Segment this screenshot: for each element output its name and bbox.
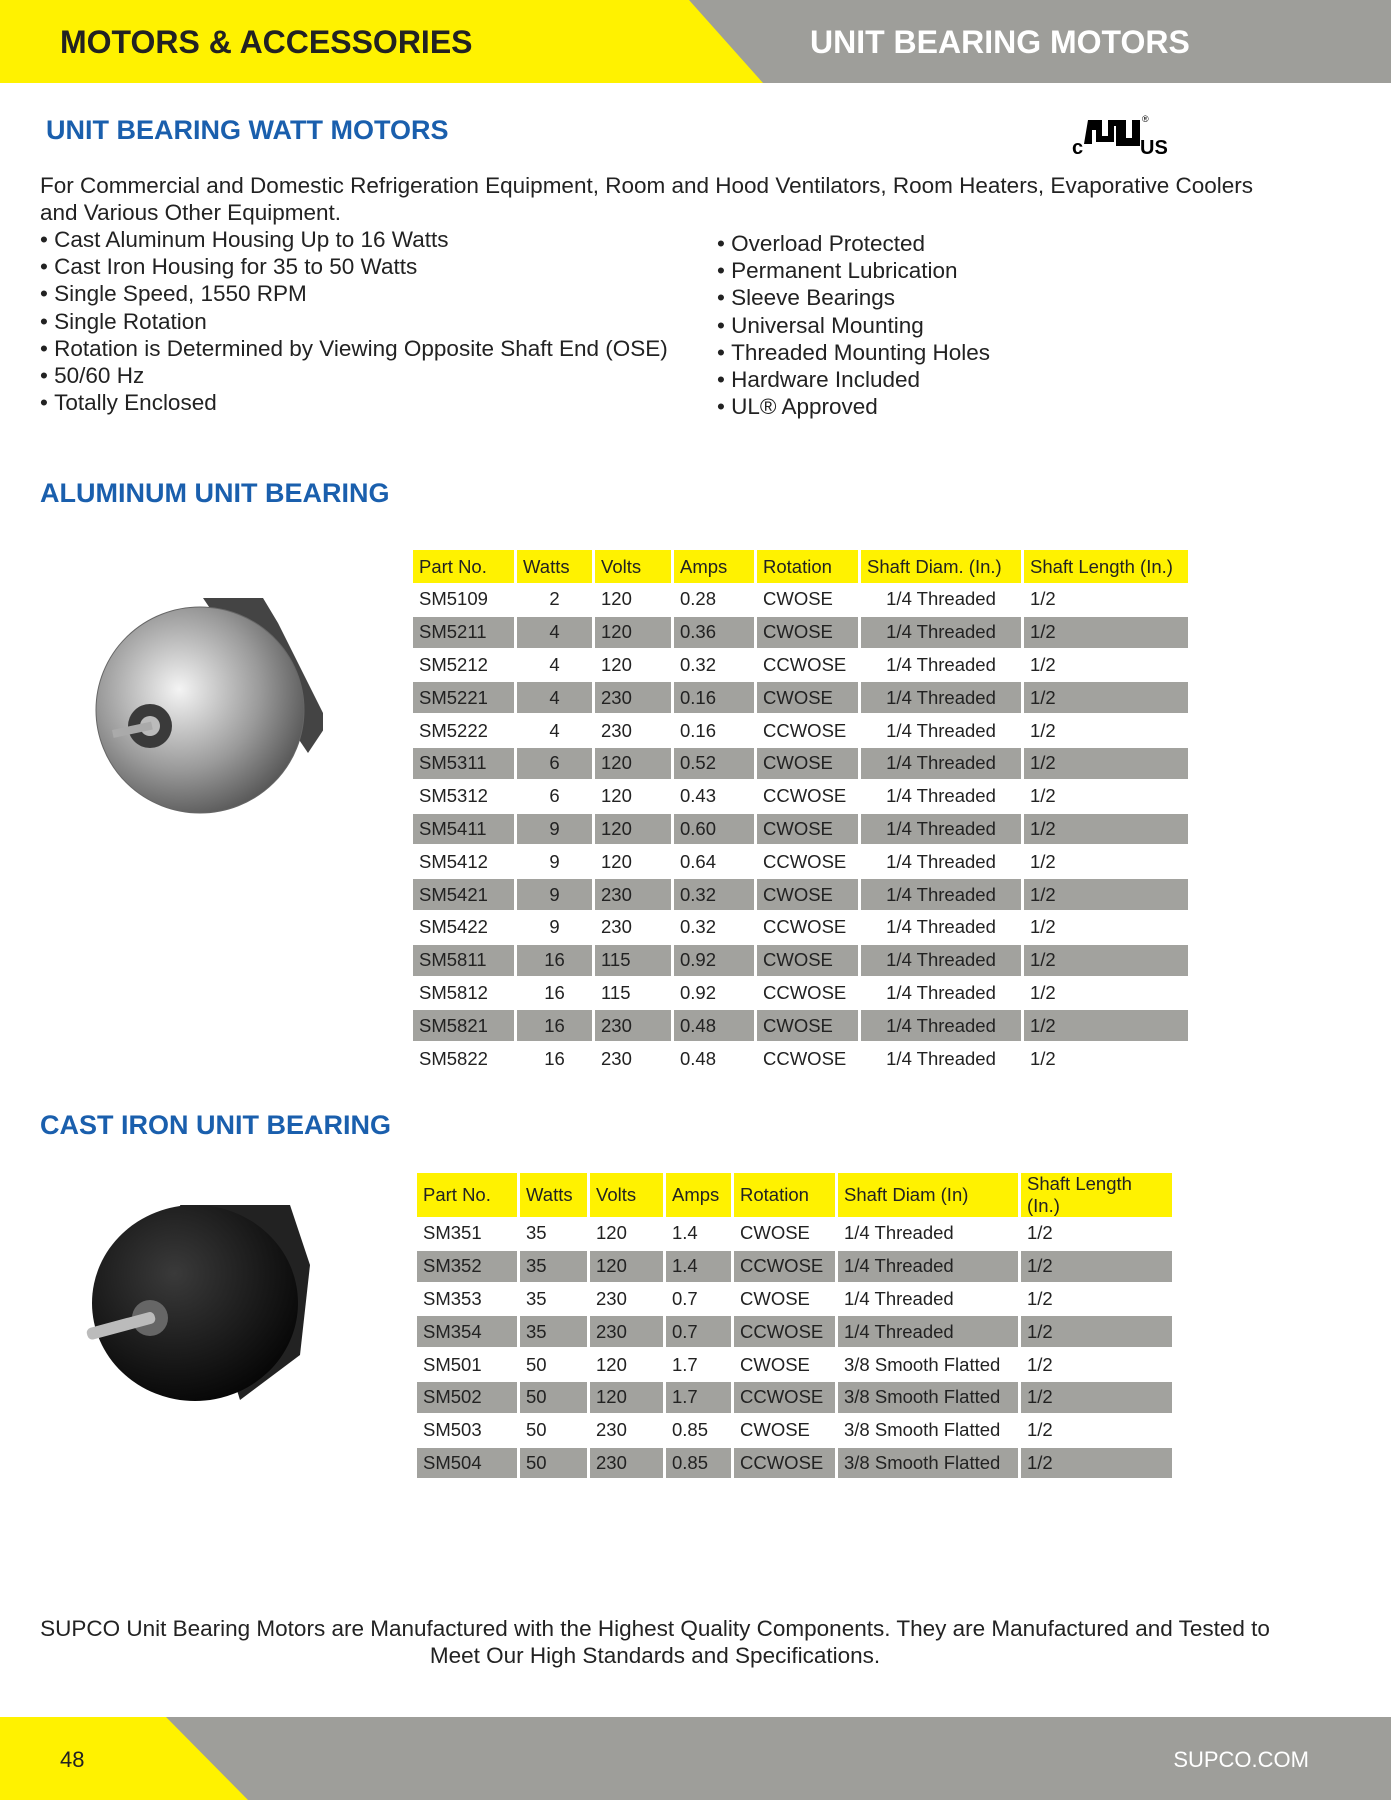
table-cell: 120 — [595, 747, 671, 780]
table-cell: 1/2 — [1024, 616, 1188, 649]
page-number: 48 — [60, 1747, 85, 1772]
column-header: Rotation — [757, 550, 858, 583]
feature-item: • Permanent Lubrication — [717, 257, 990, 284]
feature-item: • Overload Protected — [717, 230, 990, 257]
feature-item: • Cast Aluminum Housing Up to 16 Watts — [40, 226, 668, 253]
website-link[interactable]: SUPCO.COM — [1173, 1747, 1309, 1772]
table-cell: 0.16 — [680, 719, 717, 741]
table-cell: 1/4 Threaded — [886, 653, 996, 675]
table-cell: 1/4 Threaded — [861, 747, 1021, 780]
column-header: Volts — [595, 550, 671, 583]
table-cell: 1/2 — [1030, 1047, 1056, 1069]
table-cell: CWOSE — [740, 1222, 810, 1244]
table-cell: 230 — [596, 1287, 627, 1309]
table-cell: SM351 — [423, 1222, 482, 1244]
table-cell: SM5822 — [419, 1047, 488, 1069]
table-cell: 1.4 — [672, 1222, 698, 1244]
table-row — [417, 1250, 1172, 1283]
footer-note: SUPCO Unit Bearing Motors are Manufactured with the Highest Quality Components. They are Manufactured and Tested to Meet Our High Standards and Specifications. — [40, 1616, 1270, 1668]
table-cell: 1/4 Threaded — [861, 616, 1021, 649]
table-cell: CCWOSE — [763, 981, 847, 1003]
table-cell: 230 — [590, 1447, 663, 1480]
table-cell: 1/2 — [1024, 1009, 1188, 1042]
table-row — [417, 1348, 1172, 1381]
feature-item: • Threaded Mounting Holes — [717, 339, 990, 366]
table-cell: 4 — [549, 719, 560, 741]
table-cell: 1/4 Threaded — [861, 813, 1021, 846]
ul-listed-logo — [1070, 112, 1180, 157]
table-row — [413, 878, 1188, 911]
table-cell: 4 — [517, 681, 592, 714]
column-header: Amps — [666, 1173, 731, 1217]
table-cell: 0.16 — [674, 681, 754, 714]
table-cell: CCWOSE — [763, 850, 847, 872]
table-cell: SM5221 — [413, 681, 514, 714]
description: For Commercial and Domestic Refrigeration Equipment, Room and Hood Ventilators, Room Heaters, Evaporative Coolers and Various Other Equipment. — [40, 173, 1254, 226]
table-cell: 1/4 Threaded — [886, 916, 996, 938]
column-header: Volts — [590, 1173, 663, 1217]
table-cell: 9 — [549, 916, 560, 938]
table-cell: 230 — [595, 681, 671, 714]
table-row — [413, 944, 1188, 977]
table-cell: SM5109 — [419, 588, 488, 610]
section-title: UNIT BEARING MOTORS — [810, 24, 1190, 60]
table-cell: 1/2 — [1027, 1419, 1053, 1441]
table-cell: 1/4 Threaded — [838, 1250, 1018, 1283]
table-row — [413, 714, 1188, 747]
table-cell: CWOSE — [757, 878, 858, 911]
table-cell: 0.7 — [672, 1287, 698, 1309]
table-cell: 1/2 — [1030, 588, 1056, 610]
table-cell: CCWOSE — [763, 653, 847, 675]
table-cell: SM5422 — [419, 916, 488, 938]
table-cell: CWOSE — [740, 1353, 810, 1375]
banner-yellow — [0, 1717, 248, 1800]
feature-item: • Sleeve Bearings — [717, 284, 990, 311]
table-cell: 0.52 — [674, 747, 754, 780]
table-cell: 1.4 — [666, 1250, 731, 1283]
table-cell: 0.85 — [666, 1447, 731, 1480]
table-cell: 0.48 — [680, 1047, 717, 1069]
table-cell: SM5821 — [413, 1009, 514, 1042]
table-cell: CCWOSE — [763, 785, 847, 807]
table-cell: SM5211 — [413, 616, 514, 649]
table-row — [413, 845, 1188, 878]
table-cell: 120 — [596, 1222, 627, 1244]
table-cell: SM502 — [417, 1381, 517, 1414]
cast-iron-motor-image — [80, 1200, 315, 1405]
table-cell: CCWOSE — [734, 1447, 835, 1480]
table-row — [413, 780, 1188, 813]
feature-item: • Universal Mounting — [717, 312, 990, 339]
table-cell: SM5421 — [413, 878, 514, 911]
table-cell: SM5212 — [419, 653, 488, 675]
table-cell: 1/4 Threaded — [838, 1315, 1018, 1348]
aluminum-heading: ALUMINUM UNIT BEARING — [40, 478, 390, 508]
feature-item: • Totally Enclosed — [40, 389, 668, 416]
table-row — [413, 681, 1188, 714]
table-header-row — [417, 1173, 1172, 1217]
feature-item: • 50/60 Hz — [40, 362, 668, 389]
table-cell: 1/2 — [1021, 1315, 1172, 1348]
column-header: Shaft Diam (In) — [838, 1173, 1018, 1217]
table-cell: 1/4 Threaded — [886, 588, 996, 610]
category-title: MOTORS & ACCESSORIES — [60, 24, 473, 60]
table-cell: SM5312 — [419, 785, 488, 807]
table-cell: CCWOSE — [763, 916, 847, 938]
table-cell: 3/8 Smooth Flatted — [838, 1447, 1018, 1480]
table-cell: 1/2 — [1030, 916, 1056, 938]
table-cell: 0.60 — [674, 813, 754, 846]
aluminum-table — [410, 550, 1191, 1075]
table-cell: 1/2 — [1030, 785, 1056, 807]
table-cell: 230 — [590, 1315, 663, 1348]
table-cell: 35 — [526, 1287, 547, 1309]
bottom-banner — [0, 1717, 1391, 1800]
table-cell: 1/2 — [1027, 1353, 1053, 1375]
table-cell: 120 — [596, 1353, 627, 1375]
table-cell: 1/2 — [1024, 813, 1188, 846]
table-header-row — [413, 550, 1188, 583]
table-row — [413, 747, 1188, 780]
table-cell: 6 — [549, 785, 560, 807]
column-header: Shaft Diam. (In.) — [861, 550, 1021, 583]
table-cell: 1/2 — [1024, 944, 1188, 977]
table-cell: 0.48 — [674, 1009, 754, 1042]
table-cell: 1/4 Threaded — [844, 1222, 954, 1244]
table-cell: 50 — [520, 1381, 587, 1414]
table-cell: 16 — [544, 1047, 565, 1069]
table-cell: 1/4 Threaded — [844, 1287, 954, 1309]
table-cell: 1/2 — [1024, 747, 1188, 780]
table-cell: 0.64 — [680, 850, 717, 872]
table-cell: 120 — [601, 653, 632, 675]
table-cell: 115 — [601, 981, 631, 1003]
cast-iron-table — [414, 1173, 1175, 1479]
top-banner — [0, 0, 1391, 83]
page-title: UNIT BEARING WATT MOTORS — [46, 115, 449, 145]
table-cell: 1/2 — [1030, 981, 1056, 1003]
table-cell: 9 — [549, 850, 560, 872]
table-cell: 1/4 Threaded — [861, 1009, 1021, 1042]
table-cell: 3/8 Smooth Flatted — [844, 1353, 1001, 1375]
table-cell: SM501 — [423, 1353, 482, 1375]
table-cell: CWOSE — [757, 681, 858, 714]
table-cell: CWOSE — [757, 747, 858, 780]
table-cell: 120 — [601, 850, 632, 872]
table-cell: 6 — [517, 747, 592, 780]
logo-c: c — [1072, 137, 1084, 157]
table-cell: 50 — [526, 1419, 547, 1441]
table-row — [413, 813, 1188, 846]
table-cell: 120 — [595, 813, 671, 846]
table-cell: SM503 — [423, 1419, 482, 1441]
column-header: Rotation — [734, 1173, 835, 1217]
table-cell: 9 — [517, 878, 592, 911]
table-cell: 1/4 Threaded — [886, 1047, 996, 1069]
table-cell: 1/4 Threaded — [861, 878, 1021, 911]
table-cell: 230 — [601, 719, 632, 741]
table-cell: 0.43 — [680, 785, 717, 807]
table-cell: 0.36 — [674, 616, 754, 649]
table-cell: 4 — [549, 653, 560, 675]
table-cell: 3/8 Smooth Flatted — [838, 1381, 1018, 1414]
table-cell: 1/4 Threaded — [861, 944, 1021, 977]
feature-item: • UL® Approved — [717, 393, 990, 420]
table-row — [413, 1009, 1188, 1042]
table-cell: 1/2 — [1030, 719, 1056, 741]
table-cell: CCWOSE — [734, 1250, 835, 1283]
table-row — [413, 616, 1188, 649]
table-cell: SM5311 — [413, 747, 514, 780]
table-cell: 1/2 — [1027, 1287, 1053, 1309]
table-row — [413, 911, 1188, 944]
feature-item: • Single Rotation — [40, 308, 668, 335]
table-cell: 230 — [601, 1047, 632, 1069]
table-cell: 1/2 — [1030, 850, 1056, 872]
column-header: Shaft Length (In.) — [1021, 1173, 1172, 1217]
features-left — [40, 226, 668, 416]
logo-reg: ® — [1142, 114, 1149, 124]
table-cell: 120 — [601, 785, 632, 807]
table-cell: 1.7 — [672, 1353, 698, 1375]
table-cell: SM5222 — [419, 719, 488, 741]
feature-item: • Single Speed, 1550 RPM — [40, 280, 668, 307]
table-cell: CWOSE — [757, 616, 858, 649]
table-cell: 115 — [595, 944, 671, 977]
table-cell: 1/4 Threaded — [886, 981, 996, 1003]
table-row — [417, 1217, 1172, 1250]
table-cell: SM5811 — [413, 944, 514, 977]
table-cell: 0.7 — [666, 1315, 731, 1348]
table-cell: 230 — [595, 878, 671, 911]
table-cell: CWOSE — [757, 813, 858, 846]
table-cell: 1/2 — [1030, 653, 1056, 675]
table-cell: 1/4 Threaded — [861, 681, 1021, 714]
column-header: Amps — [674, 550, 754, 583]
table-cell: SM504 — [417, 1447, 517, 1480]
feature-item: • Hardware Included — [717, 366, 990, 393]
table-cell: 0.92 — [674, 944, 754, 977]
table-row — [413, 583, 1188, 616]
table-cell: 16 — [517, 944, 592, 977]
feature-item: • Cast Iron Housing for 35 to 50 Watts — [40, 253, 668, 280]
logo-us: US — [1140, 137, 1168, 157]
table-cell: CWOSE — [763, 588, 833, 610]
table-cell: SM353 — [423, 1287, 482, 1309]
table-cell: CCWOSE — [734, 1381, 835, 1414]
table-cell: 35 — [520, 1250, 587, 1283]
table-cell: SM5411 — [413, 813, 514, 846]
table-row — [417, 1283, 1172, 1316]
table-cell: 1/2 — [1024, 681, 1188, 714]
table-cell: 0.32 — [680, 916, 717, 938]
table-cell: 1/2 — [1021, 1381, 1172, 1414]
column-header: Watts — [517, 550, 592, 583]
table-cell: 0.32 — [674, 878, 754, 911]
table-cell: 50 — [520, 1447, 587, 1480]
table-cell: 120 — [601, 588, 632, 610]
table-cell: SM352 — [417, 1250, 517, 1283]
table-cell: 4 — [517, 616, 592, 649]
table-cell: 0.28 — [680, 588, 717, 610]
table-row — [413, 977, 1188, 1010]
table-row — [417, 1315, 1172, 1348]
table-cell: 35 — [520, 1315, 587, 1348]
table-row — [417, 1381, 1172, 1414]
table-row — [417, 1447, 1172, 1480]
table-cell: 1/2 — [1024, 878, 1188, 911]
column-header: Watts — [520, 1173, 587, 1217]
table-cell: 1/4 Threaded — [886, 785, 996, 807]
table-cell: 2 — [549, 588, 560, 610]
table-cell: 16 — [517, 1009, 592, 1042]
table-cell: 0.85 — [672, 1419, 709, 1441]
table-cell: 120 — [595, 616, 671, 649]
table-cell: SM5412 — [419, 850, 488, 872]
table-cell: 120 — [590, 1381, 663, 1414]
table-cell: 50 — [526, 1353, 547, 1375]
table-cell: CWOSE — [740, 1287, 810, 1309]
table-cell: 9 — [517, 813, 592, 846]
table-cell: CWOSE — [740, 1419, 810, 1441]
table-cell: 230 — [595, 1009, 671, 1042]
table-cell: 1/2 — [1027, 1222, 1053, 1244]
table-cell: 0.92 — [680, 981, 717, 1003]
table-cell: 1.7 — [666, 1381, 731, 1414]
table-cell: 230 — [601, 916, 632, 938]
column-header: Shaft Length (In.) — [1024, 550, 1188, 583]
table-cell: 230 — [596, 1419, 627, 1441]
table-cell: CCWOSE — [763, 1047, 847, 1069]
table-cell: CWOSE — [757, 944, 858, 977]
cast-iron-heading: CAST IRON UNIT BEARING — [40, 1110, 391, 1140]
table-cell: 1/4 Threaded — [886, 719, 996, 741]
table-row — [413, 649, 1188, 682]
table-cell: 1/2 — [1021, 1250, 1172, 1283]
feature-item: • Rotation is Determined by Viewing Opposite Shaft End (OSE) — [40, 335, 668, 362]
features-right — [717, 230, 990, 420]
table-cell: 0.32 — [680, 653, 717, 675]
table-cell: 1/2 — [1021, 1447, 1172, 1480]
table-row — [417, 1414, 1172, 1447]
table-cell: 120 — [590, 1250, 663, 1283]
table-cell: CCWOSE — [734, 1315, 835, 1348]
table-cell: 1/4 Threaded — [886, 850, 996, 872]
table-cell: CCWOSE — [763, 719, 847, 741]
column-header: Part No. — [413, 550, 514, 583]
table-cell: 3/8 Smooth Flatted — [844, 1419, 1001, 1441]
table-cell: 35 — [526, 1222, 547, 1244]
table-cell: CWOSE — [757, 1009, 858, 1042]
aluminum-motor-image — [88, 588, 323, 820]
table-cell: 16 — [544, 981, 565, 1003]
column-header: Part No. — [417, 1173, 517, 1217]
table-cell: SM5812 — [419, 981, 488, 1003]
table-row — [413, 1042, 1188, 1075]
table-cell: SM354 — [417, 1315, 517, 1348]
